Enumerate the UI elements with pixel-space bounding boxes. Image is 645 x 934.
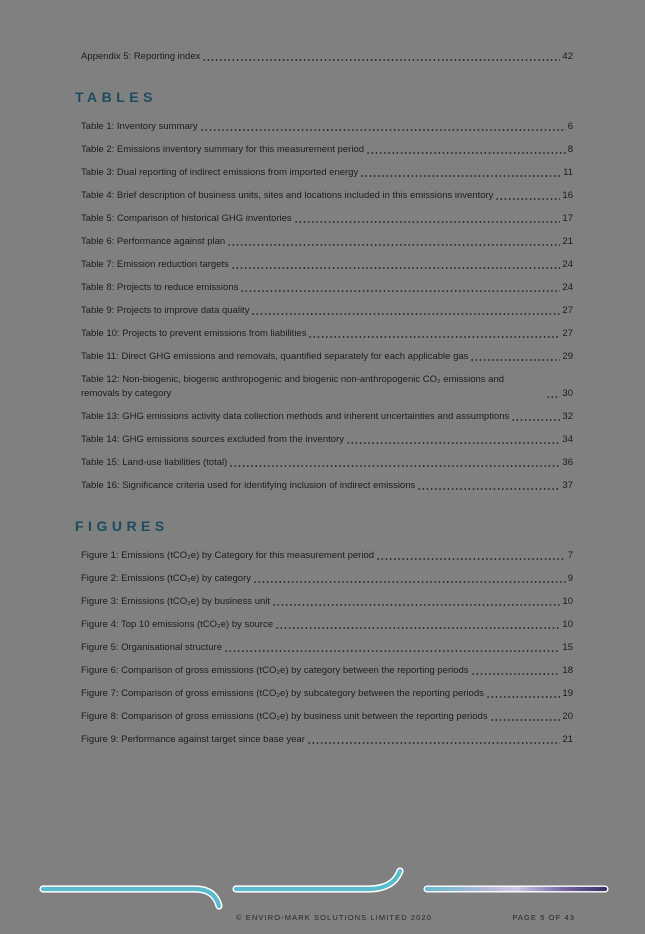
toc-entry-page: 27	[562, 328, 573, 339]
toc-leader-dots	[308, 327, 560, 341]
toc-entry[interactable]	[81, 189, 573, 203]
toc-entry-page: 42	[562, 51, 573, 62]
toc-entry[interactable]	[81, 733, 573, 747]
toc-entry-page: 20	[562, 711, 573, 722]
toc-entry-label: Table 6: Performance against plan	[81, 236, 226, 247]
toc-leader-dots	[490, 710, 561, 724]
toc-entry-label: Table 7: Emission reduction targets	[81, 259, 229, 270]
toc-entry[interactable]	[81, 212, 573, 226]
toc-entry[interactable]	[81, 433, 573, 447]
toc-entry-label: Table 1: Inventory summary	[81, 121, 198, 132]
toc-entry[interactable]	[81, 410, 573, 424]
toc-entry-label: Table 2: Emissions inventory summary for this measurement period	[81, 144, 365, 155]
toc-entry-label: Table 13: GHG emissions activity data collection methods and inherent uncertainties and assumptions	[81, 411, 510, 422]
toc-entry-page: 8	[567, 144, 573, 155]
footer-swoosh-middle-halo	[236, 871, 400, 889]
toc-entry-label: Table 11: Direct GHG emissions and removals, quantified separately for each applicable gas	[81, 351, 469, 362]
toc-entry[interactable]	[81, 710, 573, 724]
toc-entry-page: 7	[567, 550, 573, 561]
toc-entry-label: Table 10: Projects to prevent emissions from liabilities	[81, 328, 307, 339]
toc-entry-label: Figure 6: Comparison of gross emissions (tCO₂e) by category between the reporting periods	[81, 665, 469, 676]
toc-entry-label: Figure 4: Top 10 emissions (tCO₂e) by source	[81, 619, 274, 630]
toc-entry-label: Table 16: Significance criteria used for identifying inclusion of indirect emissions	[81, 480, 416, 491]
toc-entry-label: Table 5: Comparison of historical GHG inventories	[81, 213, 292, 224]
toc-entry-label: Table 4: Brief description of business units, sites and locations included in this emissions inventory	[81, 190, 494, 201]
toc-leader-dots	[307, 733, 561, 747]
figures-heading: FIGURES	[75, 518, 169, 534]
toc-leader-dots	[272, 595, 560, 609]
toc-entry[interactable]	[81, 641, 573, 655]
toc-entry-label: Table 9: Projects to improve data quality	[81, 305, 250, 316]
toc-leader-dots	[417, 479, 560, 493]
tables-heading: TABLES	[75, 89, 157, 105]
toc-entry-page: 18	[562, 665, 573, 676]
toc-entry-page: 36	[562, 457, 573, 468]
toc-entry-label: Appendix 5: Reporting index	[81, 51, 201, 62]
toc-leader-dots	[202, 50, 560, 64]
toc-leader-dots	[231, 258, 561, 272]
toc-leader-dots	[486, 687, 561, 701]
toc-entry[interactable]	[81, 373, 573, 401]
toc-leader-dots	[229, 456, 560, 470]
toc-entry[interactable]	[81, 350, 573, 364]
toc-entry-page: 30	[562, 388, 573, 399]
toc-entry[interactable]	[81, 304, 573, 318]
toc-leader-dots	[200, 120, 566, 134]
toc-entry-label: Table 8: Projects to reduce emissions	[81, 282, 239, 293]
toc-entry-page: 21	[562, 236, 573, 247]
toc-entry[interactable]	[81, 166, 573, 180]
toc-entry[interactable]	[81, 549, 573, 563]
toc-leader-dots	[253, 572, 566, 586]
toc-entry[interactable]	[81, 572, 573, 586]
toc-entry-page: 16	[562, 190, 573, 201]
footer-swoosh-graphic	[0, 860, 645, 916]
toc-entry-page: 29	[562, 351, 573, 362]
toc-entry-page: 37	[562, 480, 573, 491]
toc-leader-dots	[224, 641, 560, 655]
toc-entry-label: Figure 9: Performance against target since base year	[81, 734, 305, 745]
footer-page-indicator: PAGE 5 OF 43	[512, 913, 575, 922]
toc-leader-dots	[275, 618, 560, 632]
toc-entry[interactable]	[81, 258, 573, 272]
toc-entry-page: 24	[562, 282, 573, 293]
toc-content	[75, 50, 573, 756]
toc-entry-page: 15	[562, 642, 573, 653]
toc-entry-label: Table 3: Dual reporting of indirect emissions from imported energy	[81, 167, 359, 178]
footer-copyright: © ENVIRO-MARK SOLUTIONS LIMITED 2020	[236, 913, 432, 922]
toc-entry-label: Table 14: GHG emissions sources excluded from the inventory	[81, 434, 344, 445]
toc-entry-page: 11	[563, 167, 573, 178]
toc-entry[interactable]	[81, 235, 573, 249]
toc-entry-label: Figure 2: Emissions (tCO₂e) by category	[81, 573, 251, 584]
toc-leader-dots	[240, 281, 560, 295]
toc-leader-dots	[546, 387, 560, 401]
toc-leader-dots	[511, 410, 560, 424]
toc-entry-page: 10	[562, 619, 573, 630]
toc-entry-page: 34	[562, 434, 573, 445]
toc-leader-dots	[471, 664, 561, 678]
toc-entry[interactable]	[81, 664, 573, 678]
toc-entry-page: 32	[562, 411, 573, 422]
toc-entry-page: 24	[562, 259, 573, 270]
toc-entry-label: Figure 8: Comparison of gross emissions (tCO₂e) by business unit between the reporting periods	[81, 711, 488, 722]
toc-entry-page: 27	[562, 305, 573, 316]
toc-leader-dots	[376, 549, 566, 563]
toc-leader-dots	[227, 235, 560, 249]
toc-entry-page: 6	[567, 121, 573, 132]
toc-entry[interactable]	[81, 281, 573, 295]
toc-entry[interactable]	[81, 595, 573, 609]
toc-leader-dots	[360, 166, 561, 180]
toc-leader-dots	[346, 433, 560, 447]
toc-leader-dots	[366, 143, 566, 157]
toc-entry-page: 10	[562, 596, 573, 607]
toc-entry-page: 21	[562, 734, 573, 745]
toc-entry-label: Figure 3: Emissions (tCO₂e) by business unit	[81, 596, 271, 607]
toc-entry-page: 19	[562, 688, 573, 699]
page-footer	[0, 913, 645, 927]
toc-entry[interactable]	[81, 479, 573, 493]
toc-entry-label: Figure 5: Organisational structure	[81, 642, 222, 653]
footer-swoosh-left-halo	[43, 889, 219, 906]
toc-entry[interactable]	[81, 687, 573, 701]
toc-entry-label: Figure 1: Emissions (tCO₂e) by Category for this measurement period	[81, 550, 375, 561]
toc-entry-label: Table 15: Land-use liabilities (total)	[81, 457, 228, 468]
toc-entry[interactable]	[81, 618, 573, 632]
toc-entry-label: Figure 7: Comparison of gross emissions (tCO₂e) by subcategory between the reporting periods	[81, 688, 484, 699]
toc-entry-page: 9	[567, 573, 573, 584]
toc-leader-dots	[495, 189, 560, 203]
toc-leader-dots	[251, 304, 560, 318]
toc-entry-label: Table 12: Non-biogenic, biogenic anthropogenic and biogenic non-anthropogenic CO₂ emissions and removals by category	[81, 374, 505, 399]
toc-entry[interactable]	[81, 50, 573, 64]
toc-entry[interactable]	[81, 120, 573, 134]
toc-leader-dots	[294, 212, 561, 226]
toc-leader-dots	[470, 350, 560, 364]
toc-entry[interactable]	[81, 327, 573, 341]
toc-entry[interactable]	[81, 456, 573, 470]
toc-entry[interactable]	[81, 143, 573, 157]
toc-entry-page: 17	[562, 213, 573, 224]
